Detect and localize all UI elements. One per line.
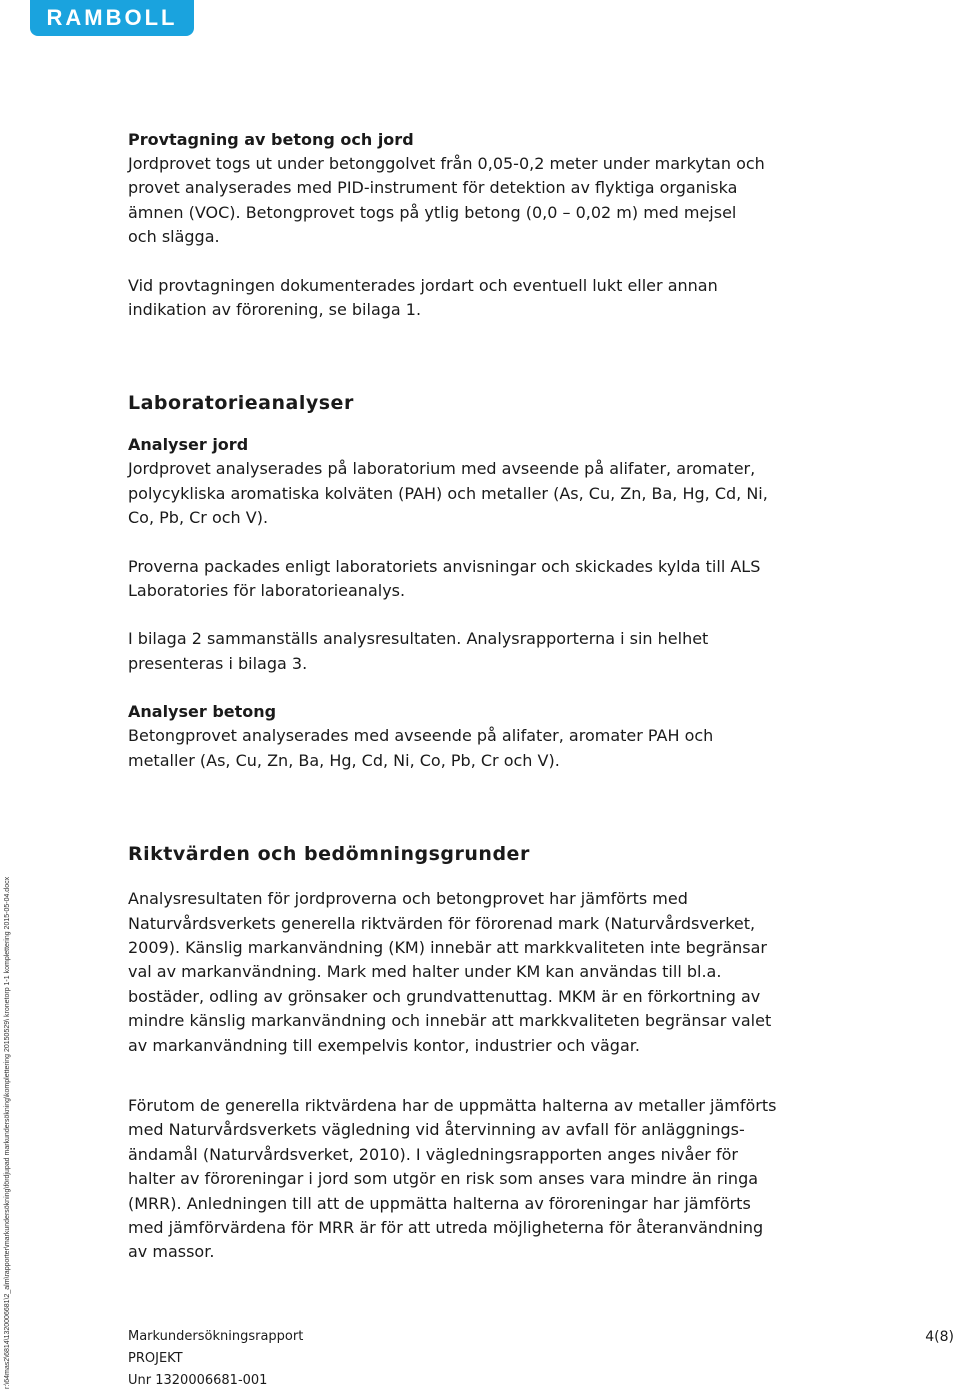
paragraph-provtagning-2 bbox=[128, 274, 828, 323]
section-laboratorieanalyser bbox=[128, 390, 828, 773]
file-path-margin: r:\64mas2\6814\1320006681\2_alm\rapporter\markundersökning\fördjupad markundersökning\komplettering 20150529\ kronetorp 1-1 komplettering 2015-05-04.docx bbox=[4, 876, 11, 1389]
heading-analyser-betong: Analyser betong bbox=[128, 702, 277, 722]
text-line: Förutom de generella riktvärdena har de uppmätta halterna av metaller jämförts bbox=[128, 1095, 777, 1115]
paragraph-analyser-betong bbox=[128, 724, 828, 773]
text-line: presenteras i bilaga 3. bbox=[128, 653, 308, 673]
text-line: av markanvändning till exempelvis kontor, industrier och vägar. bbox=[128, 1035, 640, 1055]
page-number: 4(8) bbox=[925, 1329, 954, 1345]
text-line: polycykliska aromatiska kolväten (PAH) och metaller (As, Cu, Zn, Ba, Hg, Cd, Ni, bbox=[128, 483, 768, 503]
text-line: Analysresultaten för jordproverna och betongprovet har jämförts med bbox=[128, 889, 688, 909]
text-line: av massor. bbox=[128, 1242, 215, 1262]
paragraph-analyser-jord bbox=[128, 457, 828, 530]
text-line: halter av föroreningar i jord som utgör en risk som anses vara mindre än ringa bbox=[128, 1169, 759, 1189]
text-line: Jordprovet analyserades på laboratorium med avseende på alifater, aromater, bbox=[128, 459, 756, 479]
heading-analyser-jord: Analyser jord bbox=[128, 435, 249, 455]
text-line: med Naturvårdsverkets vägledning vid återvinning av avfall för anläggnings- bbox=[128, 1120, 745, 1140]
text-line: bostäder, odling av grönsaker och grundvattenuttag. MKM är en förkortning av bbox=[128, 986, 761, 1006]
text-line: Betongprovet analyserades med avseende på alifater, aromater PAH och bbox=[128, 726, 714, 746]
paragraph-riktvarden-1 bbox=[128, 887, 828, 1058]
text-line: ändamål (Naturvårdsverket, 2010). I vägledningsrapporten anges nivåer för bbox=[128, 1144, 738, 1164]
heading-laboratorieanalyser: Laboratorieanalyser bbox=[128, 392, 354, 415]
heading-provtagning: Provtagning av betong och jord bbox=[128, 130, 414, 149]
footer bbox=[128, 1326, 960, 1392]
document-body bbox=[128, 128, 828, 1265]
paragraph-provtagning-1 bbox=[128, 152, 828, 250]
text-line: ämnen (VOC). Betongprovet togs på ytlig betong (0,0 – 0,02 m) med mejsel bbox=[128, 202, 737, 222]
text-line: 2009). Känslig markanvändning (KM) innebär att markkvaliteten inte begränsar bbox=[128, 937, 768, 957]
text-line: metaller (As, Cu, Zn, Ba, Hg, Cd, Ni, Co, Pb, Cr och V). bbox=[128, 750, 560, 770]
text-line: val av markanvändning. Mark med halter under KM kan användas till bl.a. bbox=[128, 962, 722, 982]
text-line: indikation av förorening, se bilaga 1. bbox=[128, 300, 422, 320]
text-line: Jordprovet togs ut under betonggolvet från 0,05-0,2 meter under markytan och bbox=[128, 154, 765, 173]
paragraph-riktvarden-2 bbox=[128, 1094, 828, 1265]
text-line: Laboratories för laboratorieanalys. bbox=[128, 581, 406, 601]
paragraph-bilaga bbox=[128, 627, 828, 676]
section-riktvarden bbox=[128, 841, 828, 1265]
footer-unr: Unr 1320006681-001 bbox=[128, 1373, 268, 1388]
heading-riktvarden: Riktvärden och bedömningsgrunder bbox=[128, 843, 530, 866]
paragraph-proverna bbox=[128, 555, 828, 604]
footer-report-type: Markundersökningsrapport bbox=[128, 1329, 304, 1344]
text-line: (MRR). Anledningen till att de uppmätta halterna av föroreningar har jämförts bbox=[128, 1193, 751, 1213]
logo-text: RAMBOLL bbox=[46, 5, 178, 30]
text-line: Vid provtagningen dokumenterades jordart och eventuell lukt eller annan bbox=[128, 275, 718, 295]
text-line: provet analyserades med PID-instrument för detektion av flyktiga organiska bbox=[128, 178, 738, 198]
text-line: Naturvårdsverkets generella riktvärden för förorenad mark (Naturvårdsverket, bbox=[128, 913, 756, 933]
text-line: mindre känslig markanvändning och innebär att markkvaliteten begränsar valet bbox=[128, 1011, 772, 1031]
text-line: och slägga. bbox=[128, 227, 220, 247]
text-line: Proverna packades enligt laboratoriets anvisningar och skickades kylda till ALS bbox=[128, 556, 761, 576]
text-line: I bilaga 2 sammanställs analysresultaten. Analysrapporterna i sin helhet bbox=[128, 629, 709, 649]
section-provtagning bbox=[128, 128, 828, 322]
text-line: med jämförvärdena för MRR är för att utreda möjligheterna för återanvändning bbox=[128, 1217, 764, 1237]
text-line: Co, Pb, Cr och V). bbox=[128, 508, 269, 528]
ramboll-logo bbox=[30, 0, 194, 36]
footer-project: PROJEKT bbox=[128, 1351, 183, 1366]
